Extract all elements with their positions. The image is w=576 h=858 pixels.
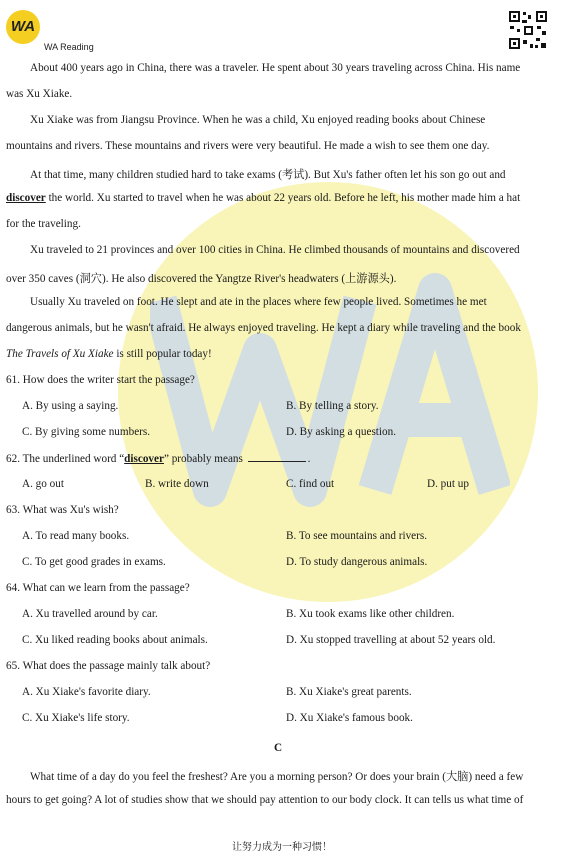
passage-line-6-rest: the world. Xu started to travel when he was about 22 years old. Before he left, his mother made him a hat xyxy=(45,192,521,204)
question-65-option-c[interactable]: C. Xu Xiake's life story. xyxy=(22,712,130,724)
question-65-stem: 65. What does the passage mainly talk about? xyxy=(6,660,211,672)
question-61-stem: 61. How does the writer start the passage? xyxy=(6,374,195,386)
passage-line-5: At that time, many children studied hard to take exams (考试). But Xu's father often let his son go out and xyxy=(30,169,506,181)
qr-code xyxy=(508,10,548,50)
passage-line-10: Usually Xu traveled on foot. He slept and ate in the places where few people lived. Sometimes he met xyxy=(30,296,487,308)
question-62-stem-post: ” probably means xyxy=(163,453,243,465)
passage-line-12-rest: is still popular today! xyxy=(113,348,212,360)
passage-line-2: was Xu Xiake. xyxy=(6,88,73,100)
passage-line-3: Xu Xiake was from Jiangsu Province. When he was a child, Xu enjoyed reading books about Chinese xyxy=(30,114,486,126)
section-c-line-1: What time of a day do you feel the freshest? Are you a morning person? Or does your brain (大脑) need a few xyxy=(30,771,524,783)
passage-line-9: over 350 caves (洞穴). He also discovered the Yangtze River's headwaters (上游源头). xyxy=(6,273,397,285)
passage-line-12 xyxy=(6,348,212,360)
question-64-option-a[interactable]: A. Xu travelled around by car. xyxy=(22,608,158,620)
question-62-option-c[interactable]: C. find out xyxy=(286,478,335,490)
question-65-option-a[interactable]: A. Xu Xiake's favorite diary. xyxy=(22,686,151,698)
section-c-title: C xyxy=(274,742,283,754)
question-62-option-d[interactable]: D. put up xyxy=(427,478,469,490)
question-65-option-d[interactable]: D. Xu Xiake's famous book. xyxy=(286,712,413,724)
question-63-option-b[interactable]: B. To see mountains and rivers. xyxy=(286,530,428,542)
question-61-option-d[interactable]: D. By asking a question. xyxy=(286,426,397,438)
section-c-line-2: hours to get going? A lot of studies show that we should pay attention to our body clock. It can tells us what time of xyxy=(6,794,524,806)
passage-line-7: for the traveling. xyxy=(6,218,81,230)
question-61-option-a[interactable]: A. By using a saying. xyxy=(22,400,119,412)
question-65-option-b[interactable]: B. Xu Xiake's great parents. xyxy=(286,686,412,698)
question-62-option-b[interactable]: B. write down xyxy=(145,478,209,490)
passage-line-1: About 400 years ago in China, there was a traveler. He spent about 30 years traveling across China. His name xyxy=(30,62,521,74)
question-63-option-d[interactable]: D. To study dangerous animals. xyxy=(286,556,428,568)
passage-line-4: mountains and rivers. These mountains and rivers were very beautiful. He made a wish to see them one day. xyxy=(6,140,490,152)
question-63-stem: 63. What was Xu's wish? xyxy=(6,504,119,516)
question-64-option-b[interactable]: B. Xu took exams like other children. xyxy=(286,608,455,620)
brand-logo: WA xyxy=(6,10,40,44)
underlined-word: discover xyxy=(6,192,46,204)
question-64-option-c[interactable]: C. Xu liked reading books about animals. xyxy=(22,634,208,646)
book-title: The Travels of Xu Xiake xyxy=(6,348,114,360)
passage-line-6 xyxy=(6,192,520,204)
question-64-option-d[interactable]: D. Xu stopped travelling at about 52 years old. xyxy=(286,634,496,646)
passage-line-11: dangerous animals, but he wasn't afraid. He always enjoyed traveling. He kept a diary while traveling and the book xyxy=(6,322,521,334)
question-61-option-b[interactable]: B. By telling a story. xyxy=(286,400,379,412)
footer-slogan: 让努力成为一种习惯！ xyxy=(232,842,332,853)
question-62-underlined-word: discover xyxy=(124,453,164,465)
question-62-stem: 62. The underlined word “discover” probably means . xyxy=(6,453,311,465)
answer-blank[interactable] xyxy=(248,452,306,462)
brand-name: WA Reading xyxy=(44,42,94,52)
question-61-option-c[interactable]: C. By giving some numbers. xyxy=(22,426,151,438)
question-64-stem: 64. What can we learn from the passage? xyxy=(6,582,190,594)
question-63-option-a[interactable]: A. To read many books. xyxy=(22,530,130,542)
question-62-option-a[interactable]: A. go out xyxy=(22,478,64,490)
question-62-stem-pre: 62. The underlined word “ xyxy=(6,453,125,465)
passage-line-8: Xu traveled to 21 provinces and over 100 cities in China. He climbed thousands of mountains and discovered xyxy=(30,244,520,256)
question-63-option-c[interactable]: C. To get good grades in exams. xyxy=(22,556,166,568)
